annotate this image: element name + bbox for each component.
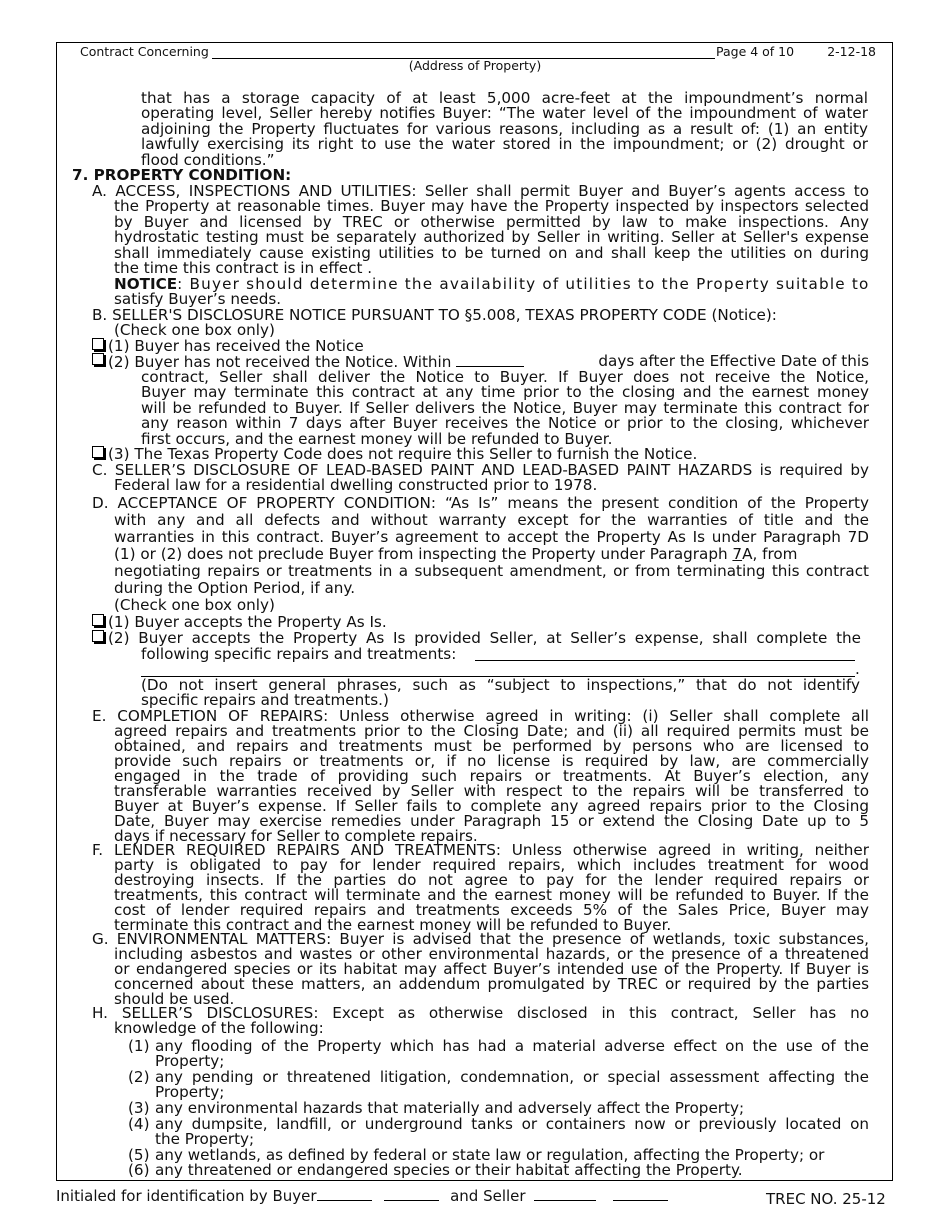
check-one-label: (Check one box only) — [114, 596, 275, 614]
para-a-line: shall immediately cause existing utilities to be turned on and shall keep the utilities on during — [114, 244, 869, 262]
para-d-line: with any and all defects and without warranty except for the warranties of title and the — [114, 511, 869, 529]
cont-line: adjoining the Property fluctuates for various reasons, including as a result of: (1) an entity — [141, 120, 868, 138]
para-g-line: should be used. — [114, 990, 235, 1008]
days-blank[interactable] — [456, 354, 524, 367]
para-f-line: terminate this contract and the earnest money will be refunded to Buyer. — [114, 916, 672, 934]
checkbox-b3[interactable] — [92, 446, 104, 458]
para-h-line: H. SELLER’S DISCLOSURES: Except as otherwise disclosed in this contract, Seller has no — [92, 1004, 869, 1022]
para-e-line: obtained, and repairs and treatments must be performed by persons who are licensed to — [114, 737, 869, 755]
para-e-line: Buyer at Buyer’s expense. If Seller fails to complete any agreed repairs prior to the Closing — [114, 797, 869, 815]
notice-label: NOTICE — [114, 275, 178, 293]
checkbox-d1[interactable] — [92, 614, 104, 626]
section-7-heading: 7. PROPERTY CONDITION: — [72, 166, 292, 184]
para-d-line-4: (1) or (2) does not preclude Buyer from inspecting the Property under Paragraph 7A, from — [114, 545, 798, 563]
contract-concerning-label: Contract Concerning — [80, 44, 209, 59]
trec-number: TREC NO. 25-12 — [766, 1190, 886, 1208]
para-a-line: the Property at reasonable times. Buyer may have the Property inspected by inspectors selected — [114, 197, 869, 215]
para-d-line: warranties in this contract. Buyer’s agreement to accept the Property As Is under Paragraph 7D — [114, 528, 869, 546]
option-b2-line: any reason within 7 days after Buyer receives the Notice or prior to the closing, whichever — [141, 414, 869, 432]
address-caption: (Address of Property) — [408, 58, 542, 73]
option-b2-line: contract, Seller shall deliver the Notice to Buyer. If Buyer does not receive the Notice, — [141, 368, 869, 386]
seller-initial-2[interactable] — [613, 1186, 668, 1201]
repairs-blank-1[interactable] — [475, 660, 855, 661]
list-number: (2) — [128, 1068, 150, 1086]
page-number: Page 4 of 10 — [716, 44, 795, 59]
period: . — [855, 660, 860, 678]
para-a-line: hydrostatic testing must be separately authorized by Seller in writing. Seller at Seller's expense — [114, 228, 869, 246]
para-e-line: Date, Buyer may exercise remedies under Paragraph 15 or extend the Closing Date up to 5 — [114, 812, 869, 830]
option-d1: (1) Buyer accepts the Property As Is. — [108, 613, 387, 631]
initials-line — [56, 1186, 668, 1205]
list-item: any flooding of the Property which has had a material adverse effect on the use of the — [155, 1037, 869, 1055]
para-f-line: F. LENDER REQUIRED REPAIRS AND TREATMENTS: Unless otherwise agreed in writing, neither — [92, 841, 869, 859]
checkbox-b2[interactable] — [92, 353, 104, 365]
note-line: specific repairs and treatments.) — [141, 691, 389, 709]
para-h-line: knowledge of the following: — [114, 1019, 324, 1037]
form-date: 2-12-18 — [827, 44, 876, 59]
notice-text: : Buyer should determine the availability of utilities to the Property suitable to — [177, 275, 870, 293]
option-b3: (3) The Texas Property Code does not require this Seller to furnish the Notice. — [108, 445, 698, 463]
list-item: any dumpsite, landfill, or underground tanks or containers now or previously located on — [155, 1115, 869, 1133]
list-number: (4) — [128, 1115, 150, 1133]
list-number: (5) — [128, 1146, 150, 1164]
para-a-line: by Buyer and licensed by TREC or otherwise permitted by law to make inspections. Any — [114, 213, 869, 231]
option-b2-line: first occurs, and the earnest money will be refunded to Buyer. — [141, 430, 613, 448]
checkbox-b1[interactable] — [92, 338, 104, 350]
para-g-line: including asbestos and wastes or other environmental hazards, or the presence of a threatened — [114, 945, 869, 963]
para-g-line: concerned about these matters, an addendum promulgated by TREC or required by the parties — [114, 975, 869, 993]
para-g-line: or endangered species or its habitat may affect Buyer’s intended use of the Property. If Buyer is — [114, 960, 869, 978]
list-item-cont: Property; — [155, 1052, 225, 1070]
paragraph-reference: 7 — [732, 545, 743, 563]
cont-line: that has a storage capacity of at least 5,000 acre-feet at the impoundment’s normal — [141, 89, 868, 107]
para-b-heading: B. SELLER'S DISCLOSURE NOTICE PURSUANT TO §5.008, TEXAS PROPERTY CODE (Notice): — [92, 306, 777, 324]
initialed-label: Initialed for identification by Buyer — [56, 1187, 317, 1205]
para-c-line: C. SELLER’S DISCLOSURE OF LEAD-BASED PAINT AND LEAD-BASED PAINT HAZARDS is required by — [92, 461, 869, 479]
option-b2-line: (2) Buyer has not received the Notice. Within days after the Effective Date of this — [108, 352, 869, 371]
check-one-label: (Check one box only) — [114, 321, 275, 339]
cont-line: operating level, Seller hereby notifies Buyer: “The water level of the impoundment of water — [141, 104, 868, 122]
note-line: (Do not insert general phrases, such as “subject to inspections,” that do not identify — [141, 676, 860, 694]
para-f-line: party is obligated to pay for lender required repairs, which includes treatment for wood — [114, 856, 869, 874]
para-f-line: destroying insects. If the parties do not agree to pay for the lender required repairs or — [114, 871, 869, 889]
buyer-initial-2[interactable] — [384, 1186, 439, 1201]
list-item-cont: Property; — [155, 1083, 225, 1101]
para-g-line: G. ENVIRONMENTAL MATTERS: Buyer is advised that the presence of wetlands, toxic substances, — [92, 930, 869, 948]
para-e-line: engaged in the trade of providing such repairs or treatments. At Buyer’s election, any — [114, 767, 869, 785]
para-e-line: agreed repairs and treatments prior to the Closing Date; and (ii) all required permits must be — [114, 722, 869, 740]
notice-line-2: satisfy Buyer’s needs. — [114, 290, 282, 308]
cont-line: lawfully exercising its right to use the water stored in the impoundment; or (2) drought or — [141, 135, 868, 153]
list-item: any wetlands, as defined by federal or state law or regulation, affecting the Property; or — [155, 1146, 825, 1164]
option-b2-line: Buyer may terminate this contract at any time prior to the closing and the earnest money — [141, 383, 869, 401]
para-d-line: negotiating repairs or treatments in a subsequent amendment, or from terminating this contract — [114, 562, 869, 580]
and-seller-label: and Seller — [450, 1187, 526, 1205]
para-a-line: the time this contract is in effect . — [114, 259, 373, 277]
para-e-line: transferable warranties received by Seller with respect to the repairs will be transferred to — [114, 782, 869, 800]
para-e-line: E. COMPLETION OF REPAIRS: Unless otherwise agreed in writing: (i) Seller shall complete all — [92, 707, 869, 725]
para-c-line: Federal law for a residential dwelling constructed prior to 1978. — [114, 476, 598, 494]
list-number: (1) — [128, 1037, 150, 1055]
para-f-line: treatments, this contract will terminate and the earnest money will be refunded to Buyer. If the — [114, 886, 869, 904]
list-item: any threatened or endangered species or their habitat affecting the Property. — [155, 1161, 743, 1179]
para-e-line: days if necessary for Seller to complete repairs. — [114, 827, 478, 845]
seller-initial-1[interactable] — [534, 1186, 596, 1201]
para-f-line: cost of lender required repairs and treatments exceeds 5% of the Sales Price, Buyer may — [114, 901, 869, 919]
para-a-line: A. ACCESS, INSPECTIONS AND UTILITIES: Seller shall permit Buyer and Buyer’s agents access to — [92, 182, 869, 200]
list-number: (3) — [128, 1099, 150, 1117]
para-d-line: D. ACCEPTANCE OF PROPERTY CONDITION: “As Is” means the present condition of the Property — [92, 494, 869, 512]
list-item-cont: the Property; — [155, 1130, 255, 1148]
list-number: (6) — [128, 1161, 150, 1179]
list-item: any pending or threatened litigation, condemnation, or special assessment affecting the — [155, 1068, 869, 1086]
cont-line: flood conditions.” — [141, 151, 275, 169]
buyer-initial-1[interactable] — [317, 1186, 372, 1201]
checkbox-d2[interactable] — [92, 630, 104, 642]
option-d2-line: (2) Buyer accepts the Property As Is provided Seller, at Seller’s expense, shall complete the — [108, 629, 861, 647]
option-b2-line: will be refunded to Buyer. If Seller delivers the Notice, Buyer may terminate this contract for — [141, 399, 869, 417]
para-d-line: during the Option Period, if any. — [114, 579, 356, 597]
option-b1: (1) Buyer has received the Notice — [108, 337, 364, 355]
para-e-line: provide such repairs or treatments or, if no license is required by law, are commercially — [114, 752, 869, 770]
option-d2-line: following specific repairs and treatments: — [141, 645, 457, 663]
list-item: any environmental hazards that materially and adversely affect the Property; — [155, 1099, 745, 1117]
